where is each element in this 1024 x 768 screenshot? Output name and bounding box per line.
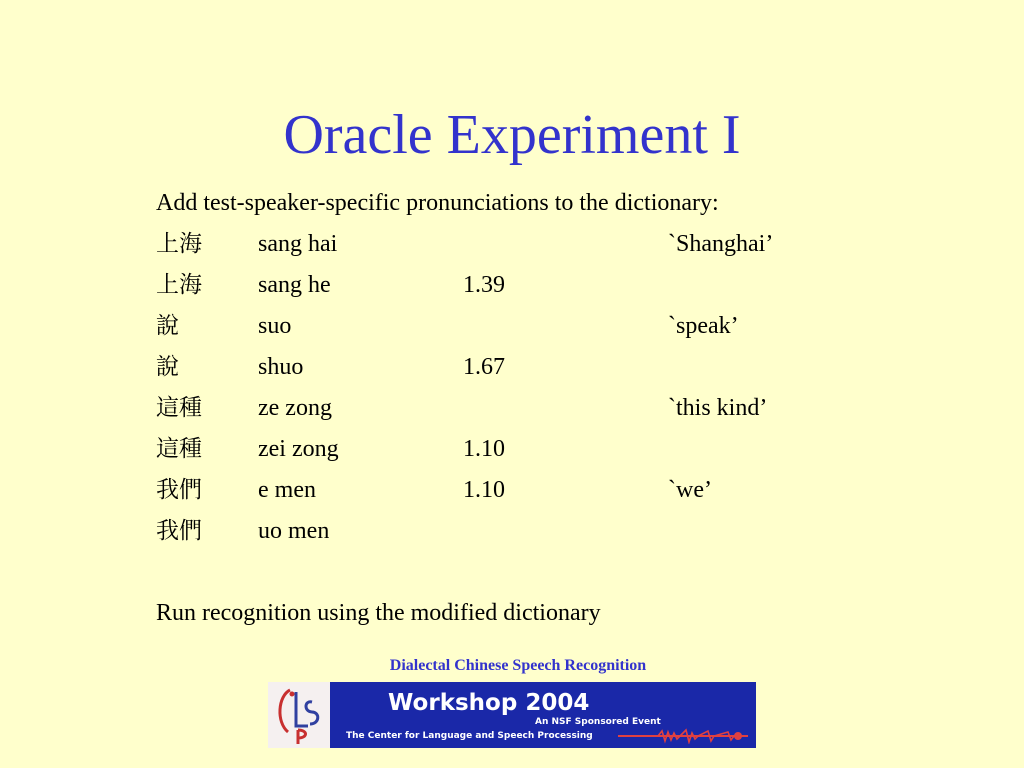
chinese-chars: 我們 (156, 477, 202, 503)
dictionary-row (156, 434, 856, 475)
outro-text: Run recognition using the modified dictionary (156, 600, 601, 626)
intro-text: Add test-speaker-specific pronunciations to the dictionary: (156, 190, 719, 216)
chinese-chars: 我們 (156, 518, 202, 544)
pronunciation: sang he (258, 272, 331, 298)
waveform-icon (618, 728, 748, 744)
dictionary-row (156, 270, 856, 311)
pronunciation: suo (258, 313, 292, 339)
dictionary-row (156, 311, 856, 352)
dictionary-row (156, 516, 856, 557)
score: 1.39 (463, 272, 505, 298)
gloss: `Shanghai’ (668, 231, 774, 257)
pronunciation: uo men (258, 518, 330, 544)
chinese-chars: 說 (156, 354, 179, 380)
chinese-chars: 這種 (156, 436, 202, 462)
chinese-chars: 上海 (156, 231, 202, 257)
gloss: `we’ (668, 477, 712, 503)
chinese-chars: 這種 (156, 395, 202, 421)
dictionary-table (156, 229, 856, 557)
dictionary-row (156, 393, 856, 434)
pronunciation: shuo (258, 354, 304, 380)
dictionary-row (156, 352, 856, 393)
pronunciation: e men (258, 477, 316, 503)
clsp-logo-icon (268, 682, 330, 748)
chinese-chars: 上海 (156, 272, 202, 298)
banner-center-name: The Center for Language and Speech Processing (346, 731, 593, 741)
score: 1.67 (463, 354, 505, 380)
dictionary-row (156, 229, 856, 270)
workshop-banner (268, 682, 756, 748)
pronunciation: sang hai (258, 231, 338, 257)
footer-caption: Dialectal Chinese Speech Recognition (389, 657, 647, 674)
slide-title: Oracle Experiment I (283, 104, 741, 166)
chinese-chars: 說 (156, 313, 179, 339)
pronunciation: ze zong (258, 395, 332, 421)
gloss: `speak’ (668, 313, 739, 339)
banner-subtitle: An NSF Sponsored Event (535, 717, 661, 727)
dictionary-row (156, 475, 856, 516)
score: 1.10 (463, 436, 505, 462)
gloss: `this kind’ (668, 395, 768, 421)
score: 1.10 (463, 477, 505, 503)
banner-title: Workshop 2004 (388, 690, 590, 716)
pronunciation: zei zong (258, 436, 339, 462)
